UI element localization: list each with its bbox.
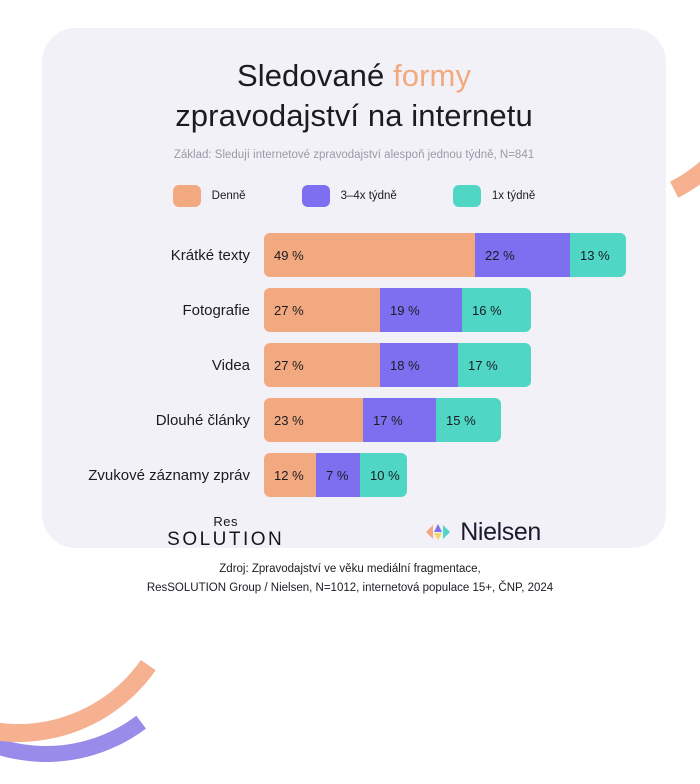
ressolution-logo-solution-text: SOLUTION	[167, 529, 285, 551]
legend-swatch-icon-denne	[173, 185, 201, 207]
chart-row	[42, 398, 642, 442]
bar-segment-3-4x-tydne: 7 %	[316, 453, 360, 497]
footer-logos	[42, 515, 666, 549]
bar-segment-denne: 27 %	[264, 288, 380, 332]
chart-row-label: Videa	[211, 356, 250, 374]
source-line-1: Zdroj: Zpravodajství ve věku mediální fragmentace,	[219, 563, 481, 576]
legend-label-denne: Denně	[211, 190, 246, 203]
bar-segment-denne: 49 %	[264, 233, 475, 277]
title-accent-word: formy	[393, 58, 472, 93]
legend-label-1x-tydne: 1x týdně	[491, 190, 536, 203]
stacked-bar-chart	[42, 233, 666, 497]
chart-row	[42, 233, 642, 277]
source-line-2: ResSOLUTION Group / Nielsen, N=1012, internetová populace 15+, ČNP, 2024	[146, 582, 554, 595]
chart-row	[42, 288, 642, 332]
legend-item-denne	[173, 185, 246, 207]
chart-row-label: Fotografie	[182, 301, 250, 319]
bar-segment-3-4x-tydne: 17 %	[363, 398, 436, 442]
nielsen-mark-icon	[424, 521, 452, 543]
bar-segment-1x-tydne: 16 %	[462, 288, 531, 332]
title-line-two: zpravodajství na internetu	[175, 97, 533, 133]
bar-segment-denne: 27 %	[264, 343, 380, 387]
bar-segment-denne: 12 %	[264, 453, 316, 497]
legend-swatch-icon-3-4x-tydne	[302, 185, 330, 207]
ressolution-logo-res-text: Res	[213, 514, 239, 530]
legend-swatch-icon-1x-tydne	[453, 185, 481, 207]
chart-row-bars	[264, 288, 531, 332]
chart-row-label: Krátké texty	[170, 246, 250, 264]
bar-segment-1x-tydne: 15 %	[436, 398, 501, 442]
nielsen-logo	[424, 518, 541, 547]
bar-segment-3-4x-tydne: 22 %	[475, 233, 570, 277]
chart-row	[42, 343, 642, 387]
chart-legend	[42, 185, 666, 207]
chart-row	[42, 453, 642, 497]
chart-row-bars	[264, 398, 501, 442]
chart-row-bars	[264, 453, 407, 497]
legend-item-1x-tydne	[453, 185, 535, 207]
chart-row-bars	[264, 343, 531, 387]
page-title	[42, 28, 666, 135]
bar-segment-1x-tydne: 13 %	[570, 233, 626, 277]
legend-label-3-4x-tydne: 3–4x týdně	[340, 190, 397, 203]
legend-item-3-4x-tydne	[302, 185, 397, 207]
bar-segment-denne: 23 %	[264, 398, 363, 442]
bar-segment-1x-tydne: 17 %	[458, 343, 531, 387]
source-note	[0, 560, 700, 598]
chart-subtitle: Základ: Sledují internetové zpravodajství alespoň jednou týdně, N=841	[173, 149, 535, 162]
title-part-one: Sledované	[236, 58, 394, 93]
chart-row-bars	[264, 233, 626, 277]
chart-row-label: Zvukové záznamy zpráv	[88, 466, 250, 484]
bar-segment-3-4x-tydne: 18 %	[380, 343, 458, 387]
ressolution-logo	[167, 515, 284, 549]
infographic-card	[42, 28, 666, 551]
nielsen-wordmark: Nielsen	[460, 517, 541, 546]
bar-segment-3-4x-tydne: 19 %	[380, 288, 462, 332]
bar-segment-1x-tydne: 10 %	[360, 453, 407, 497]
chart-row-label: Dlouhé články	[155, 411, 250, 429]
